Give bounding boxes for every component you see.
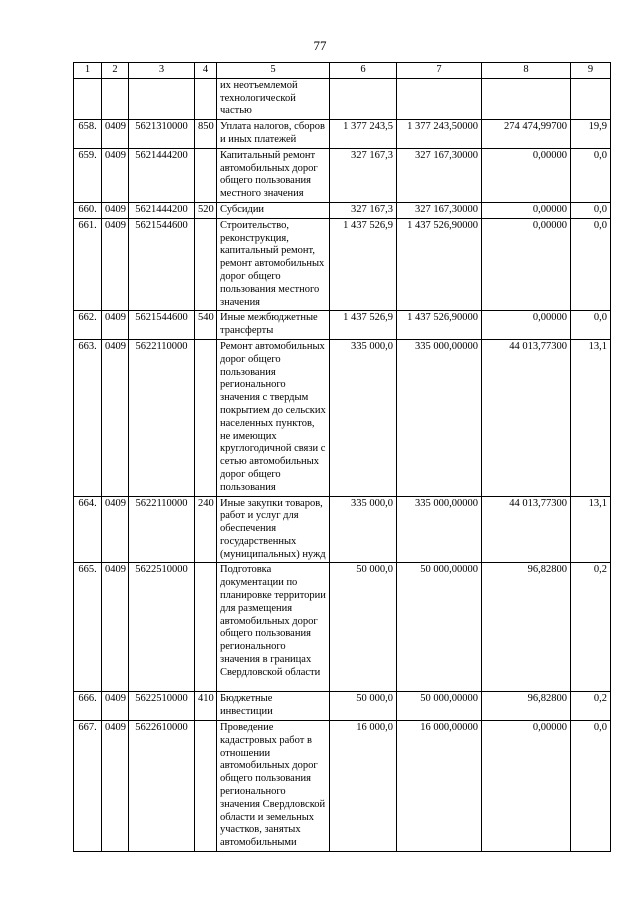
description-cell: Капитальный ремонт автомобильных дорог общего пользования местного значения bbox=[217, 148, 330, 202]
target-code-cell: 5621544600 bbox=[129, 311, 195, 340]
table-row bbox=[74, 563, 611, 692]
plan-amount-cell: 335 000,0 bbox=[330, 339, 397, 496]
expense-type-cell: 410 bbox=[195, 692, 217, 721]
executed-amount-cell: 0,00000 bbox=[482, 202, 571, 218]
target-code-cell: 5621444200 bbox=[129, 202, 195, 218]
expense-type-cell bbox=[195, 563, 217, 692]
table-row bbox=[74, 311, 611, 340]
expense-type-cell bbox=[195, 148, 217, 202]
plan-detailed-cell: 16 000,00000 bbox=[397, 721, 482, 852]
column-header: 5 bbox=[217, 63, 330, 79]
description-cell: Бюджетные инвестиции bbox=[217, 692, 330, 721]
plan-amount-cell: 1 377 243,5 bbox=[330, 120, 397, 149]
page-number: 77 bbox=[313, 38, 327, 53]
column-header: 3 bbox=[129, 63, 195, 79]
table-row bbox=[74, 120, 611, 149]
percent-cell: 13,1 bbox=[571, 496, 611, 563]
target-code-cell: 5622510000 bbox=[129, 692, 195, 721]
plan-detailed-cell: 50 000,00000 bbox=[397, 692, 482, 721]
target-code-cell: 5621544600 bbox=[129, 218, 195, 311]
target-code-cell: 5622510000 bbox=[129, 563, 195, 692]
plan-amount-cell: 50 000,0 bbox=[330, 563, 397, 692]
percent-cell: 0,0 bbox=[571, 721, 611, 852]
table-row bbox=[74, 148, 611, 202]
description-cell: Ремонт автомобильных дорог общего пользования регионального значения с твердым покрытием до сельских населенных пунктов, не имеющих круглогодичной связи с сетью автомобильных дорог общего пользования bbox=[217, 339, 330, 496]
percent-cell: 13,1 bbox=[571, 339, 611, 496]
row-number-cell: 662. bbox=[74, 311, 102, 340]
target-code-cell: 5622610000 bbox=[129, 721, 195, 852]
table-row bbox=[74, 692, 611, 721]
section-code-cell: 0409 bbox=[102, 496, 129, 563]
row-number-cell: 665. bbox=[74, 563, 102, 692]
row-number-cell: 664. bbox=[74, 496, 102, 563]
executed-amount-cell: 0,00000 bbox=[482, 218, 571, 311]
table-row bbox=[74, 218, 611, 311]
description-cell: Иные межбюджетные трансферты bbox=[217, 311, 330, 340]
target-code-cell: 5622110000 bbox=[129, 339, 195, 496]
plan-detailed-cell: 1 437 526,90000 bbox=[397, 218, 482, 311]
percent-cell: 0,0 bbox=[571, 218, 611, 311]
description-cell: их неотъемлемой технологической частью bbox=[217, 78, 330, 119]
expense-type-cell bbox=[195, 721, 217, 852]
column-header: 1 bbox=[74, 63, 102, 79]
executed-amount-cell bbox=[482, 78, 571, 119]
table-row bbox=[74, 202, 611, 218]
plan-detailed-cell: 50 000,00000 bbox=[397, 563, 482, 692]
plan-detailed-cell bbox=[397, 78, 482, 119]
plan-detailed-cell: 1 437 526,90000 bbox=[397, 311, 482, 340]
description-cell: Подготовка документации по планировке территории для размещения автомобильных дорог общего пользования регионального значения в границах Свердловской области bbox=[217, 563, 330, 692]
expense-type-cell: 240 bbox=[195, 496, 217, 563]
description-cell: Проведение кадастровых работ в отношении автомобильных дорог общего пользования регионального значения Свердловской области и земельных участков, занятых автомобильными bbox=[217, 721, 330, 852]
row-number-cell: 658. bbox=[74, 120, 102, 149]
executed-amount-cell: 274 474,99700 bbox=[482, 120, 571, 149]
plan-detailed-cell: 335 000,00000 bbox=[397, 496, 482, 563]
row-number-cell: 667. bbox=[74, 721, 102, 852]
expense-type-cell bbox=[195, 339, 217, 496]
expense-type-cell bbox=[195, 218, 217, 311]
description-cell: Иные закупки товаров, работ и услуг для обеспечения государственных (муниципальных) нужд bbox=[217, 496, 330, 563]
expense-type-cell bbox=[195, 78, 217, 119]
executed-amount-cell: 0,00000 bbox=[482, 311, 571, 340]
section-code-cell: 0409 bbox=[102, 692, 129, 721]
target-code-cell bbox=[129, 78, 195, 119]
column-header: 2 bbox=[102, 63, 129, 79]
expense-type-cell: 850 bbox=[195, 120, 217, 149]
table-row bbox=[74, 721, 611, 852]
percent-cell: 0,2 bbox=[571, 692, 611, 721]
section-code-cell bbox=[102, 78, 129, 119]
column-header: 4 bbox=[195, 63, 217, 79]
executed-amount-cell: 96,82800 bbox=[482, 692, 571, 721]
plan-amount-cell: 335 000,0 bbox=[330, 496, 397, 563]
plan-detailed-cell: 327 167,30000 bbox=[397, 148, 482, 202]
budget-table bbox=[73, 62, 611, 852]
section-code-cell: 0409 bbox=[102, 563, 129, 692]
section-code-cell: 0409 bbox=[102, 311, 129, 340]
target-code-cell: 5621444200 bbox=[129, 148, 195, 202]
expense-type-cell: 540 bbox=[195, 311, 217, 340]
row-number-cell: 663. bbox=[74, 339, 102, 496]
table-row bbox=[74, 339, 611, 496]
column-header: 6 bbox=[330, 63, 397, 79]
section-code-cell: 0409 bbox=[102, 148, 129, 202]
description-cell: Уплата налогов, сборов и иных платежей bbox=[217, 120, 330, 149]
column-header: 8 bbox=[482, 63, 571, 79]
description-cell: Субсидии bbox=[217, 202, 330, 218]
row-number-cell bbox=[74, 78, 102, 119]
plan-amount-cell bbox=[330, 78, 397, 119]
plan-amount-cell: 1 437 526,9 bbox=[330, 311, 397, 340]
table-row bbox=[74, 78, 611, 119]
executed-amount-cell: 0,00000 bbox=[482, 721, 571, 852]
percent-cell: 0,0 bbox=[571, 202, 611, 218]
row-number-cell: 661. bbox=[74, 218, 102, 311]
plan-detailed-cell: 1 377 243,50000 bbox=[397, 120, 482, 149]
percent-cell: 0,0 bbox=[571, 148, 611, 202]
row-number-cell: 666. bbox=[74, 692, 102, 721]
table-header-row bbox=[74, 63, 611, 79]
percent-cell: 0,2 bbox=[571, 563, 611, 692]
target-code-cell: 5622110000 bbox=[129, 496, 195, 563]
plan-amount-cell: 16 000,0 bbox=[330, 721, 397, 852]
executed-amount-cell: 0,00000 bbox=[482, 148, 571, 202]
percent-cell: 0,0 bbox=[571, 311, 611, 340]
column-header: 9 bbox=[571, 63, 611, 79]
plan-amount-cell: 327 167,3 bbox=[330, 148, 397, 202]
percent-cell bbox=[571, 78, 611, 119]
row-number-cell: 660. bbox=[74, 202, 102, 218]
column-header: 7 bbox=[397, 63, 482, 79]
plan-detailed-cell: 335 000,00000 bbox=[397, 339, 482, 496]
table-row bbox=[74, 496, 611, 563]
executed-amount-cell: 44 013,77300 bbox=[482, 496, 571, 563]
plan-amount-cell: 1 437 526,9 bbox=[330, 218, 397, 311]
section-code-cell: 0409 bbox=[102, 120, 129, 149]
row-number-cell: 659. bbox=[74, 148, 102, 202]
section-code-cell: 0409 bbox=[102, 721, 129, 852]
section-code-cell: 0409 bbox=[102, 218, 129, 311]
section-code-cell: 0409 bbox=[102, 202, 129, 218]
percent-cell: 19,9 bbox=[571, 120, 611, 149]
plan-detailed-cell: 327 167,30000 bbox=[397, 202, 482, 218]
plan-amount-cell: 327 167,3 bbox=[330, 202, 397, 218]
executed-amount-cell: 96,82800 bbox=[482, 563, 571, 692]
expense-type-cell: 520 bbox=[195, 202, 217, 218]
executed-amount-cell: 44 013,77300 bbox=[482, 339, 571, 496]
plan-amount-cell: 50 000,0 bbox=[330, 692, 397, 721]
description-cell: Строительство, реконструкция, капитальный ремонт, ремонт автомобильных дорог общего пользования местного значения bbox=[217, 218, 330, 311]
section-code-cell: 0409 bbox=[102, 339, 129, 496]
target-code-cell: 5621310000 bbox=[129, 120, 195, 149]
